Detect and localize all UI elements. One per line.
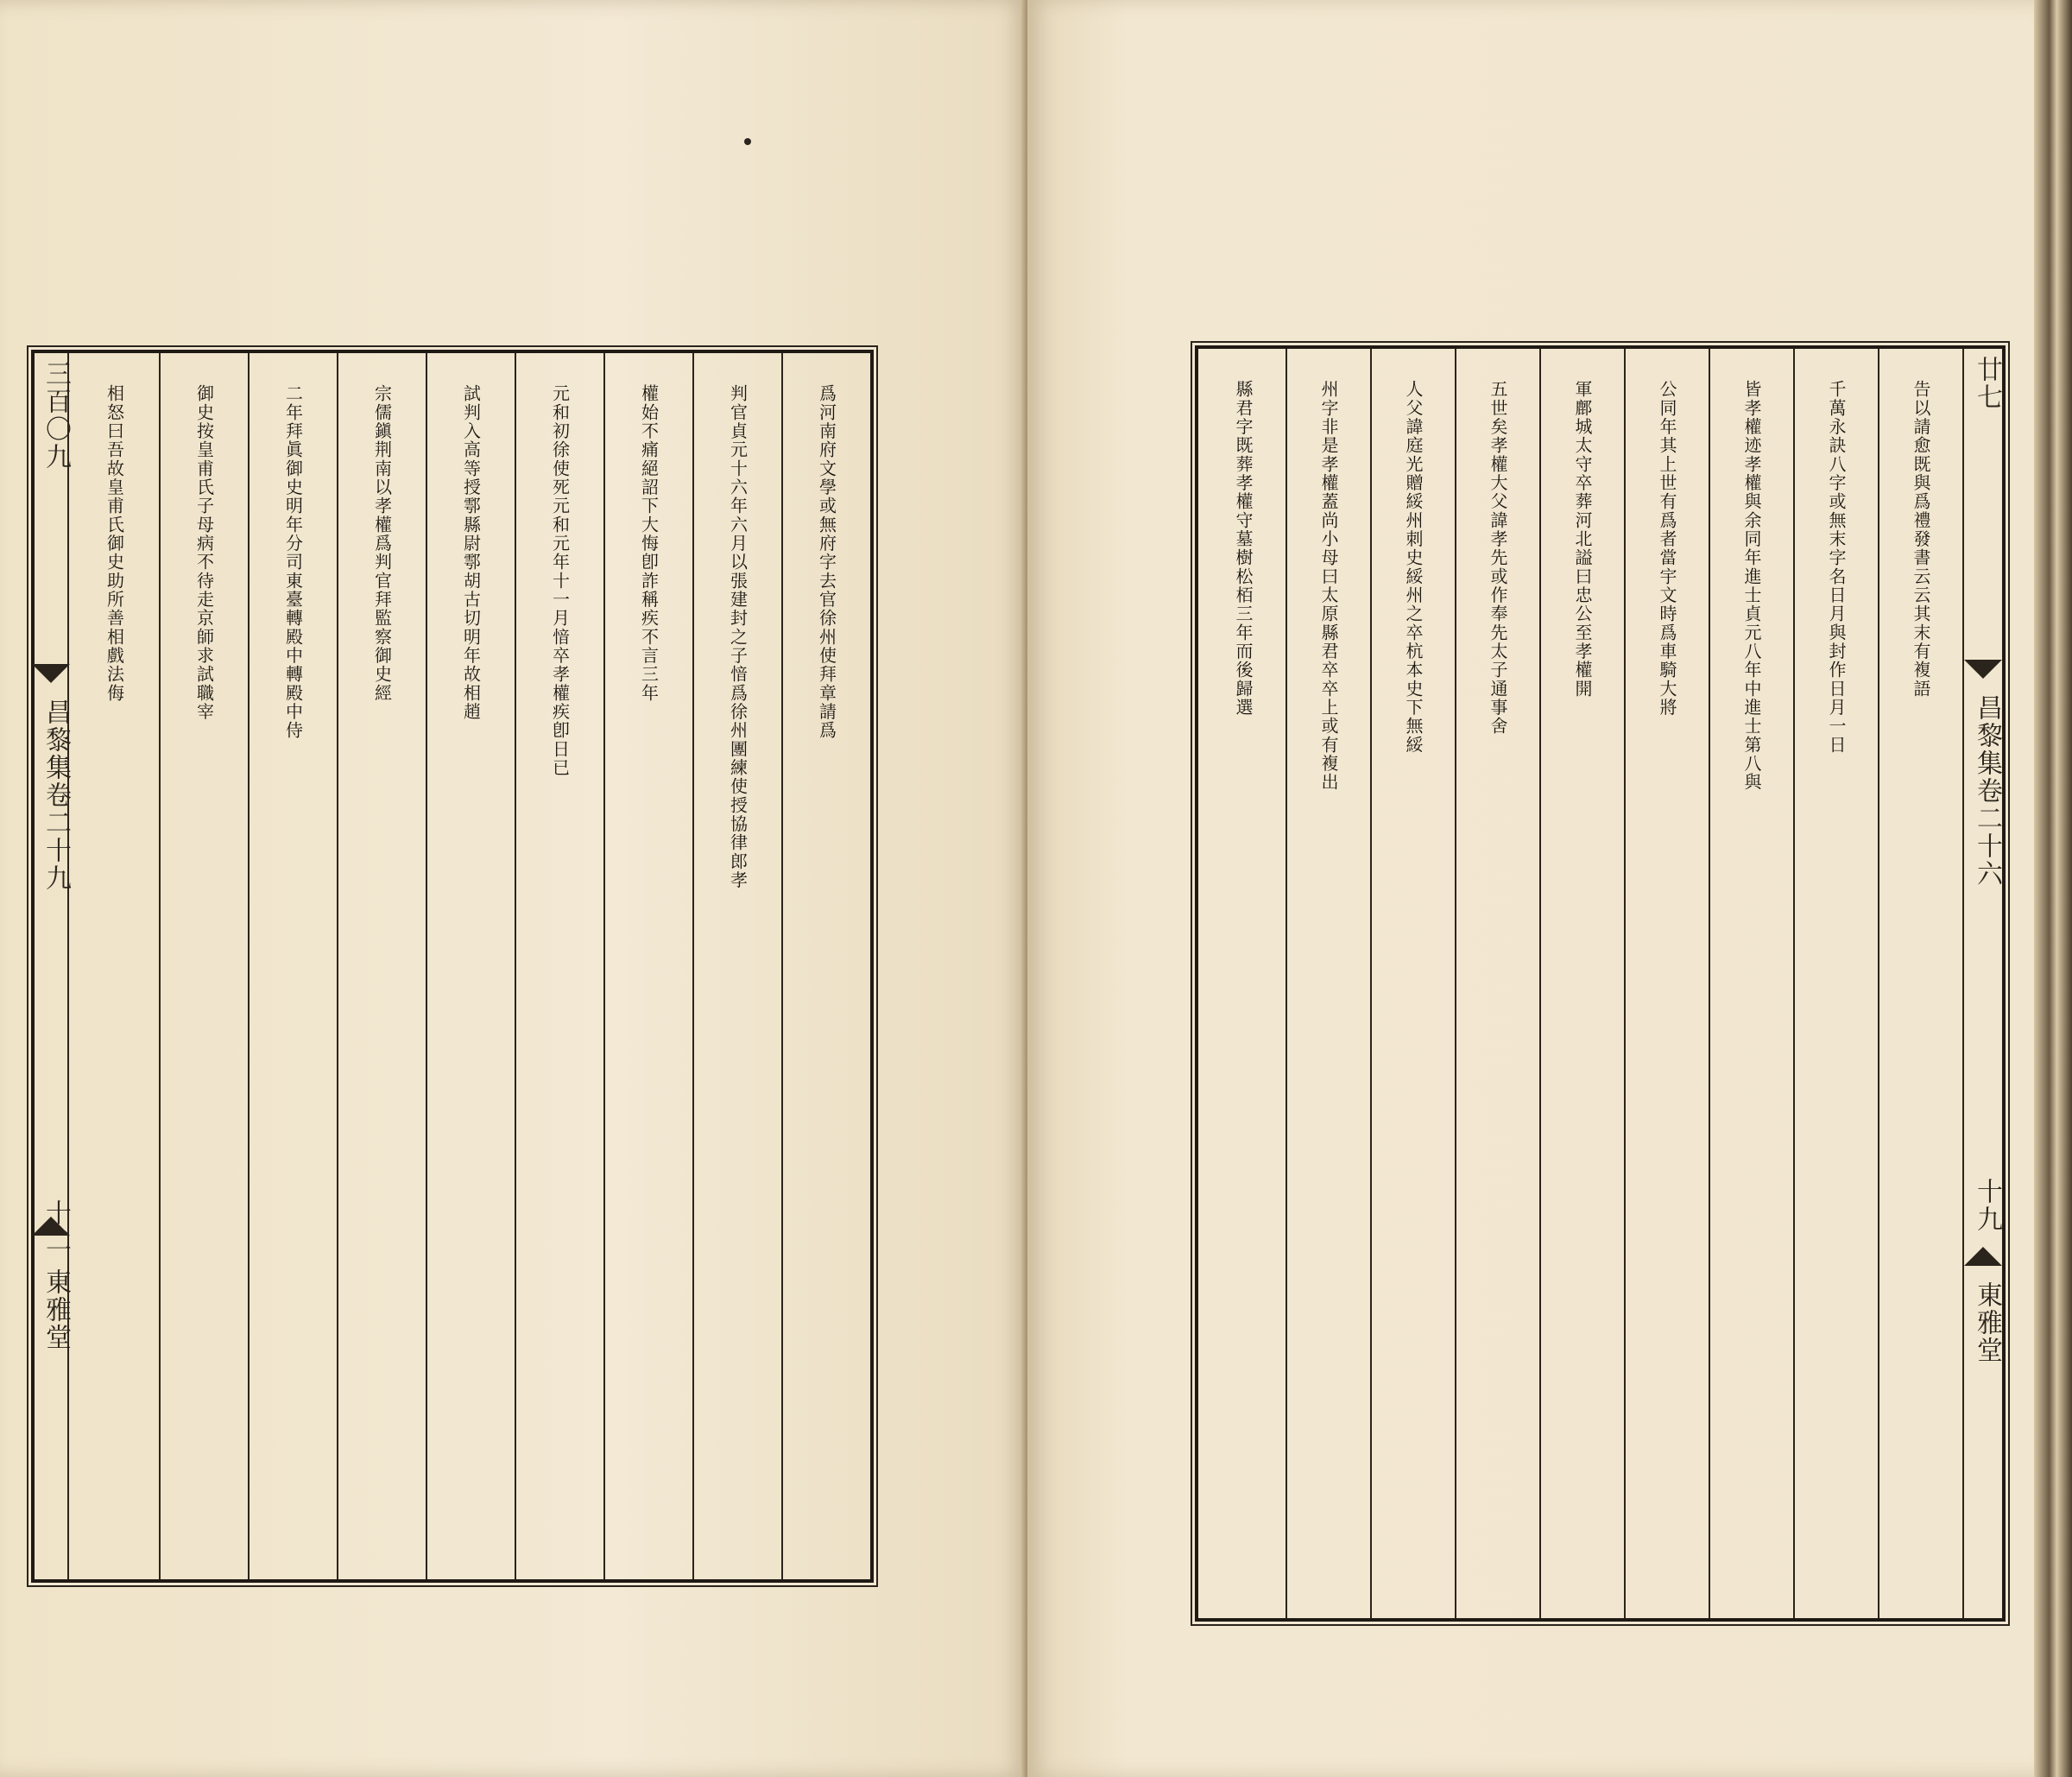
text-column: 相怒曰吾故皇甫氏御史助所善相戲法侮 (104, 384, 125, 703)
right-text-frame (1195, 345, 2006, 1622)
fishtail-mark (1964, 660, 2002, 679)
right-strip-publisher: 東雅堂 (1972, 1281, 2002, 1364)
left-margin-strip (35, 353, 69, 1579)
text-column: 判官貞元十六年六月以張建封之子愔爲徐州團練使授協律郎孝 (692, 353, 781, 1579)
page-edges (2034, 0, 2072, 1777)
text-column: 五世矣孝權大父諱孝先或作奉先太子通事舍 (1455, 349, 1539, 1618)
right-text-columns (1198, 349, 1962, 1618)
left-page (0, 0, 1027, 1777)
text-column: 御史按皇甫氏子母病不待走京師求試職宰 (159, 353, 248, 1579)
text-column: 告以請愈既與爲禮發書云云其末有複語 (1878, 349, 1962, 1618)
ink-spot (744, 138, 751, 145)
text-column: 二年拜眞御史明年分司東臺轉殿中轉殿中侍 (248, 353, 337, 1579)
text-column: 人父諱庭光贈綏州刺史綏州之卒杭本史下無綏 (1370, 349, 1455, 1618)
right-strip-page-number: 十九 (1972, 1178, 2002, 1233)
right-strip-top: 廿七 (1972, 356, 2002, 411)
text-column: 試判入高等授鄠縣尉鄠胡古切明年故相趙 (426, 353, 515, 1579)
text-column: 縣君字既葬孝權守墓樹松栢三年而後歸選 (1233, 380, 1254, 717)
left-strip-page-number: 十二 (41, 1199, 71, 1255)
left-text-frame (31, 350, 874, 1583)
text-column: 千萬永訣八字或無末字名日月與封作日月一日 (1793, 349, 1878, 1618)
text-column: 公同年其上世有爲者當宇文時爲車騎大將 (1624, 349, 1709, 1618)
text-column: 皆孝權迹孝權與余同年進士貞元八年中進士第八與 (1709, 349, 1793, 1618)
text-column: 爲河南府文學或無府字去官徐州使拜章請爲 (781, 353, 870, 1579)
fishtail-mark (32, 664, 70, 683)
text-column: 軍鄜城太守卒葬河北謚曰忠公至孝權開 (1539, 349, 1624, 1618)
fishtail-mark (1964, 1247, 2002, 1266)
left-strip-publisher: 東雅堂 (41, 1268, 71, 1351)
text-column: 元和初徐使死元和元年十一月愔卒孝權疾卽日已 (515, 353, 603, 1579)
text-column: 州字非是孝權蓋尚小母曰太原縣君卒卒上或有複出 (1286, 349, 1370, 1618)
right-strip-title: 昌黎集卷二十六 (1972, 694, 2002, 888)
left-text-columns (69, 353, 870, 1579)
text-column: 宗儒鎭荆南以孝權爲判官拜監察御史經 (337, 353, 426, 1579)
right-margin-strip (1962, 349, 2002, 1618)
text-column: 權始不痛絕詔下大悔卽詐稱疾不言三年 (603, 353, 692, 1579)
left-strip-title: 昌黎集卷二十九 (41, 699, 71, 892)
right-page (1027, 0, 2037, 1777)
left-strip-top: 三百〇九 (41, 360, 71, 471)
